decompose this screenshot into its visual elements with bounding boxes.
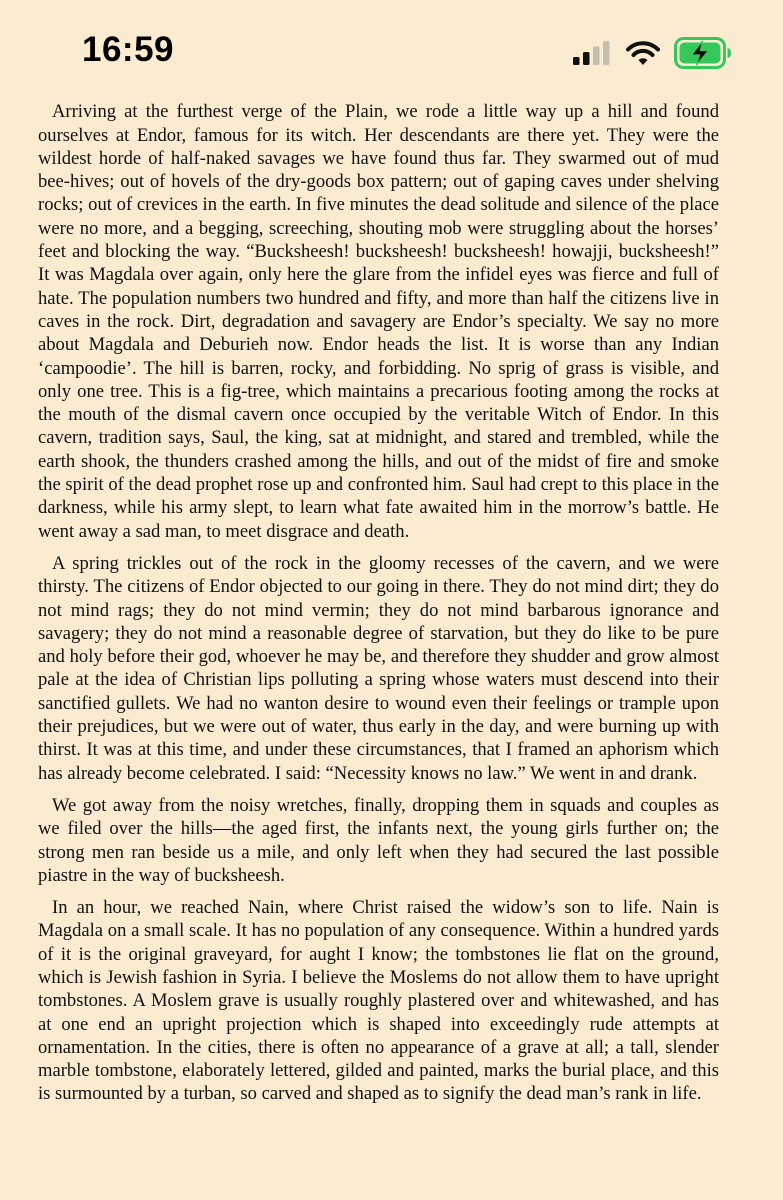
wifi-icon	[626, 40, 660, 66]
status-time: 16:59	[82, 30, 175, 69]
battery-charging-icon	[674, 37, 732, 69]
paragraph-departure: We got away from the noisy wretches, finally, dropping them in squads and couples as we filed over the hills—the aged first, the infants next, the young girls further on; the strong men ran beside us a mile, and only left when they had secured the last possible piastre in the way of bucksheesh.	[38, 794, 719, 886]
cellular-signal-icon	[573, 41, 613, 65]
paragraph-spring: A spring trickles out of the rock in the gloomy recesses of the cavern, and we were thirsty. The citizens of Endor objected to our going in there. They do not mind dirt; they do not mind rags; they do not mind vermin; they do not mind barbarous ignorance and savagery; they do not mind a reasonable degree of starvation, but they do like to be pure and holy before their god, whoever he may be, and therefore they shudder and grow almost pale at the idea of Christian lips polluting a spring whose waters must descend into their sanctified gullets. We had no wanton desire to wound even their feelings or trample upon their prejudices, but we were out of water, thus early in the day, and were burning up with thirst. It was at this time, and under these circumstances, that I framed an aphorism which has already become celebrated. I said: “Necessity knows no law.” We went in and drank.	[38, 552, 719, 784]
status-bar	[0, 0, 783, 100]
paragraph-nain: In an hour, we reached Nain, where Christ raised the widow’s son to life. Nain is Magdala on a small scale. It has no population of any consequence. Within a hundred yards of it is the original graveyard, for aught I know; the tombstones lie flat on the ground, which is Jewish fashion in Syria. I believe the Moslems do not allow them to have upright tombstones. A Moslem grave is usually roughly plastered over and whitewashed, and has at one end an upright projection which is shaped into exceedingly rude attempts at ornamentation. In the cities, there is often no appearance of a grave at all; a tall, slender marble tombstone, elaborately lettered, gilded and painted, marks the burial place, and this is surmounted by a turban, so carved and shaped as to signify the dead man’s rank in life.	[38, 897, 719, 1105]
book-page	[38, 70, 719, 1115]
paragraph-endor: Arriving at the furthest verge of the Plain, we rode a little way up a hill and found ourselves at Endor, famous for its witch. Her descendants are there yet. They were the wildest horde of half-naked savages we have found thus far. They swarmed out of mud bee-hives; out of hovels of the dry-goods box pattern; out of gaping caves under shelving rocks; out of crevices in the earth. In five minutes the dead solitude and silence of the place were no more, and a begging, screeching, shouting mob were struggling about the horses’ feet and blocking the way. “Bucksheesh! bucksheesh! bucksheesh! howajji, bucksheesh!” It was Magdala over again, only here the glare from the infidel eyes was fierce and full of hate. The population numbers two hundred and fifty, and more than half the citizens live in caves in the rock. Dirt, degradation and savagery are Endor’s specialty. We say no more about Magdala and Deburieh now. Endor heads the list. It is worse than any Indian ‘campoodie’. The hill is barren, rocky, and forbidding. No sprig of grass is visible, and only one tree. This is a fig-tree, which maintains a precarious footing among the rocks at the mouth of the dismal cavern once occupied by the veritable Witch of Endor. In this cavern, tradition says, Saul, the king, sat at midnight, and stared and trembled, while the earth shook, the thunders crashed among the hills, and out of the midst of fire and smoke the spirit of the dead prophet rose up and confronted him. Saul had crept to this place in the darkness, while his army slept, to learn what fate awaited him in the morrow’s battle. He went away a sad man, to meet disgrace and death.	[38, 101, 719, 542]
